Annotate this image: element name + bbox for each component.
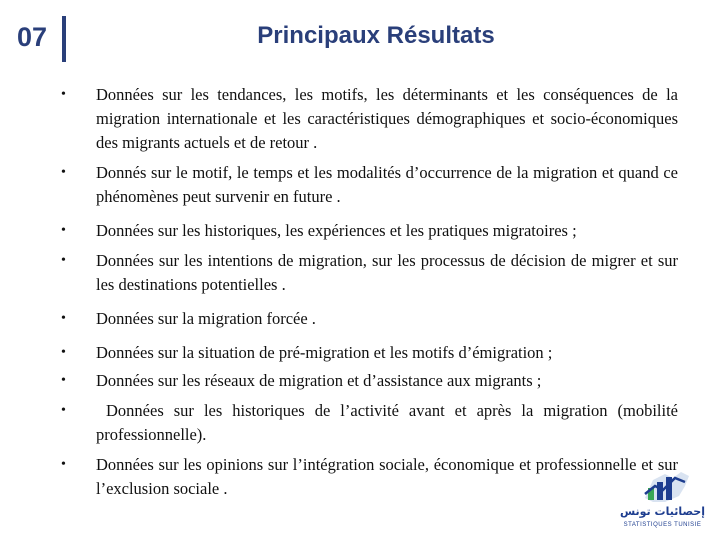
bullet-text: Données sur les historiques de l’activité avant et après la migration (mobilité professionnelle). <box>96 401 683 444</box>
bullet-item <box>58 219 678 243</box>
bullet-dot-icon: • <box>61 311 66 326</box>
bullet-text: Données sur la situation de pré-migration et les motifs d’émigration ; <box>96 343 553 362</box>
logo-arabic-text: إحصائيات تونس <box>619 505 705 518</box>
bullet-dot-icon: • <box>61 373 66 388</box>
title-divider <box>62 16 66 62</box>
bullet-dot-icon: • <box>61 403 66 418</box>
bullet-item <box>58 161 678 209</box>
bullet-dot-icon: • <box>61 223 66 238</box>
bullet-dot-icon: • <box>61 253 66 268</box>
slide-number: 07 <box>17 22 48 52</box>
bullet-text: Données sur les opinions sur l’intégration sociale, économique et professionnelle et sur l’exclusion sociale . <box>96 455 678 498</box>
bullet-text: Données sur les historiques, les expériences et les pratiques migratoires ; <box>96 221 577 240</box>
bullet-text: Données sur les tendances, les motifs, les déterminants et les conséquences de la migration internationale et les caractéristiques démographiques et socio-économiques des migrants actuels et de retour . <box>96 85 678 152</box>
logo-emblem-icon <box>615 468 710 506</box>
bullet-dot-icon: • <box>61 345 66 360</box>
bullet-item <box>58 249 678 297</box>
bullet-dot-icon: • <box>61 87 66 102</box>
bullet-item <box>58 399 683 447</box>
bullet-text: Données sur la migration forcée . <box>96 309 316 328</box>
bullet-item <box>58 341 678 365</box>
bullet-text: Donnés sur le motif, le temps et les modalités d’occurrence de la migration et quand ce phénomènes peut survenir en future . <box>96 163 678 206</box>
bullet-item <box>58 307 678 331</box>
bullet-item <box>58 83 678 155</box>
statistiques-tunisie-logo <box>615 468 710 532</box>
bullet-text: Données sur les réseaux de migration et d’assistance aux migrants ; <box>96 371 542 390</box>
bullet-item <box>58 369 678 393</box>
bullet-list <box>58 83 683 501</box>
slide-title: Principaux Résultats <box>257 22 495 49</box>
bullet-dot-icon: • <box>61 457 66 472</box>
logo-french-text: STATISTIQUES TUNISIE <box>623 522 702 528</box>
bullet-text: Données sur les intentions de migration, sur les processus de décision de migrer et sur les destinations potentielles . <box>96 251 678 294</box>
bullet-dot-icon: • <box>61 165 66 180</box>
bullet-item <box>58 453 678 501</box>
